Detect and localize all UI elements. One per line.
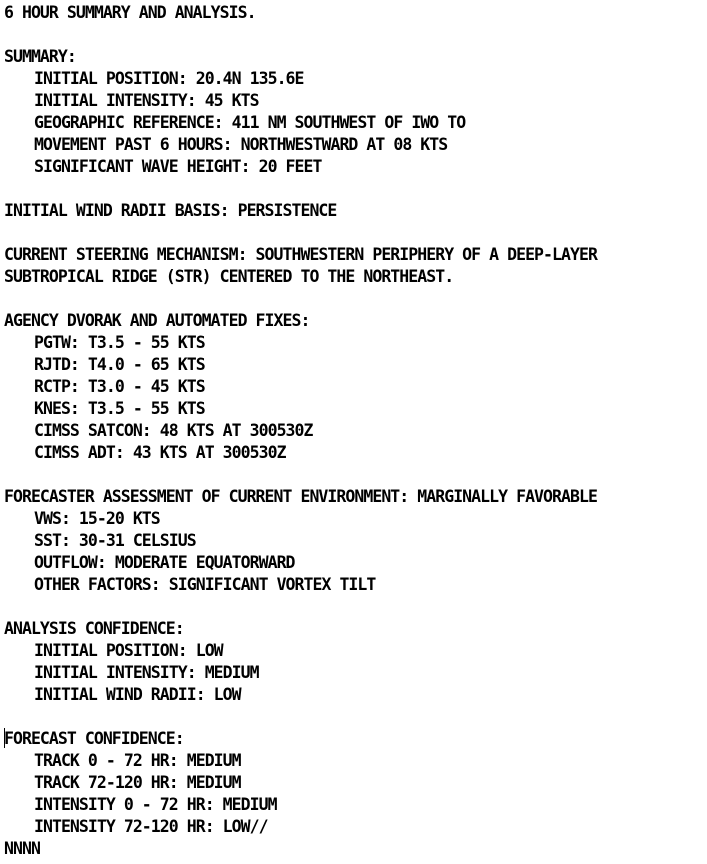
fix-rctp: RCTP: T3.0 - 45 KTS [34,377,205,396]
environment-sst: SST: 30-31 CELSIUS [34,531,196,550]
fix-pgtw: PGTW: T3.5 - 55 KTS [34,333,205,352]
summary-initial-intensity: INITIAL INTENSITY: 45 KTS [34,91,259,110]
summary-wave-height: SIGNIFICANT WAVE HEIGHT: 20 FEET [34,157,322,176]
fix-rjtd: RJTD: T4.0 - 65 KTS [34,355,205,374]
forecast-intensity-72-120: INTENSITY 72-120 HR: LOW// [34,817,268,836]
forecast-confidence-heading: FORECAST CONFIDENCE: [4,729,184,748]
analysis-confidence-heading: ANALYSIS CONFIDENCE: [4,619,184,638]
summary-initial-position: INITIAL POSITION: 20.4N 135.6E [34,69,304,88]
fix-knes: KNES: T3.5 - 55 KTS [34,399,205,418]
forecast-confidence-line [4,728,707,750]
analysis-confidence-wind-radii: INITIAL WIND RADII: LOW [34,685,241,704]
forecast-track-72-120: TRACK 72-120 HR: MEDIUM [34,773,241,792]
analysis-confidence-position: INITIAL POSITION: LOW [34,641,223,660]
environment-other-factors: OTHER FACTORS: SIGNIFICANT VORTEX TILT [34,575,376,594]
environment-outflow: OUTFLOW: MODERATE EQUATORWARD [34,553,295,572]
fix-cimss-adt: CIMSS ADT: 43 KTS AT 300530Z [34,443,286,462]
blank-line [4,706,707,728]
blank-line [4,464,707,486]
fix-cimss-satcon: CIMSS SATCON: 48 KTS AT 300530Z [34,421,313,440]
end-marker: NNNN [4,839,40,858]
steering-line-1: CURRENT STEERING MECHANISM: SOUTHWESTERN PERIPHERY OF A DEEP-LAYER [4,245,597,264]
blank-line [4,222,707,244]
forecast-track-0-72: TRACK 0 - 72 HR: MEDIUM [34,751,241,770]
document-title: 6 HOUR SUMMARY AND ANALYSIS. [4,3,256,22]
environment-vws: VWS: 15-20 KTS [34,509,160,528]
steering-line-2: SUBTROPICAL RIDGE (STR) CENTERED TO THE NORTHEAST. [4,267,454,286]
analysis-confidence-intensity: INITIAL INTENSITY: MEDIUM [34,663,259,682]
wind-radii-basis: INITIAL WIND RADII BASIS: PERSISTENCE [4,201,337,220]
summary-heading: SUMMARY: [4,47,76,66]
blank-line [4,288,707,310]
fixes-heading: AGENCY DVORAK AND AUTOMATED FIXES: [4,311,310,330]
forecast-intensity-0-72: INTENSITY 0 - 72 HR: MEDIUM [34,795,277,814]
summary-geographic-reference: GEOGRAPHIC REFERENCE: 411 NM SOUTHWEST OF IWO TO [34,113,466,132]
environment-heading: FORECASTER ASSESSMENT OF CURRENT ENVIRONMENT: MARGINALLY FAVORABLE [4,487,597,506]
blank-line [4,178,707,200]
summary-movement: MOVEMENT PAST 6 HOURS: NORTHWESTWARD AT 08 KTS [34,135,448,154]
blank-line [4,596,707,618]
blank-line [4,24,707,46]
bulletin-document[interactable] [4,2,707,860]
